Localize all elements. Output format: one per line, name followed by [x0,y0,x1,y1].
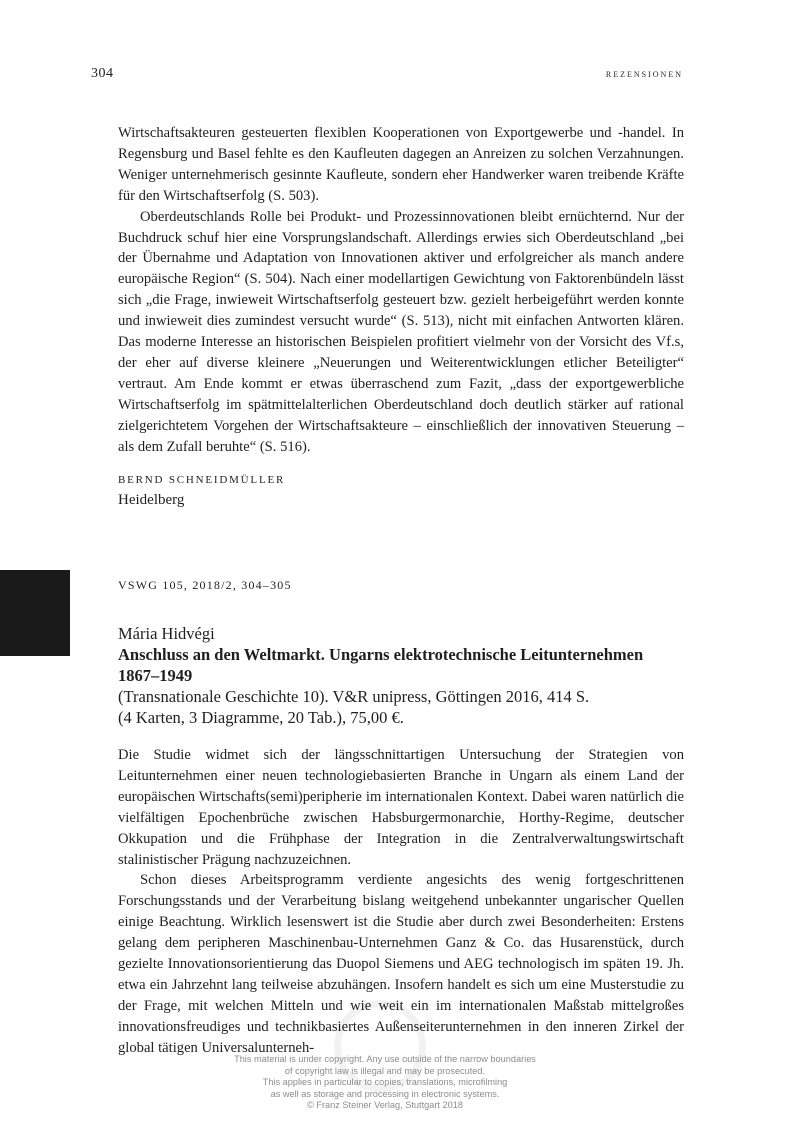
copyright-line: This material is under copyright. Any use outside of the narrow boundaries [234,1054,536,1064]
copyright-line: of copyright law is illegal and may be prosecuted. [284,1065,486,1076]
reviewer-city: Heidelberg [118,492,185,508]
book-title: Anschluss an den Weltmarkt. Ungarns elektrotechnische Leitunternehmen 1867–1949 [118,645,644,685]
running-header [91,66,683,86]
book-author: Mária Hidvégi [118,624,215,643]
review-1-body [118,123,684,458]
book-details: (Transnationale Geschichte 10). V&R unipress, Göttingen 2016, 414 S. [118,687,590,706]
copyright-line: This applies in particular to copies, translations, microfilming [262,1077,508,1088]
copyright-line: as well as storage and processing in electronic systems. [270,1088,500,1099]
reviewer-name: BERND SCHNEIDMÜLLER [118,474,286,486]
section-marker-bar [0,570,70,656]
review-2-paragraph: Die Studie widmet sich der längsschnittartigen Untersuchung der Strategien von Leitunternehmen einer neuen technologiebasierten Branche in Ungarn als einem Land der europäischen Wirtschafts(semi)peripherie im internationalen Kontext. Dabei waren natürlich die vielfältigen Epochenbrüche zwischen Habsburgermonarchie, Horthy-Regime, deutscher Okkupation und die Frühphase der Integration in die Zentralverwaltungswirtschaft stalinistischer Prägung nachzuzeichnen. [118,747,684,868]
book-bibliography [118,623,684,728]
review-2-paragraph: Schon dieses Arbeitsprogramm verdiente angesichts des wenig fortgeschrittenen Forschungsstands und der Verarbeitung bislang weitgehend unbekannter ungarischer Quellen einige Beachtung. Wirklich lesenswert ist die Studie aber durch zwei Besonderheiten: Erstens gelang dem peripheren Maschinenbau-Unternehmen Ganz & Co. das Husarenstück, durch gezielte Innovationsorientierung das Duopol Siemens und AEG technologisch im späten 19. Jh. etwa ein Jahrzehnt lang teilweise abzuhängen. Insofern handelt es sich um eine Musterstudie zu der Frage, mit welchen Mitteln und wie weit ein im internationalen Maßstab mittelgroßes innovationsfreudiges und technikbasiertes Außenseiterunternehmen in den inneren Zirkel der global tätigen Universalunterneh- [118,872,684,1056]
section-title: rezensionen [605,66,683,80]
review-1-paragraph: Wirtschaftsakteuren gesteuerten flexiblen Kooperationen von Exportgewerbe und -handel. In Regensburg und Basel fehlte es den Kaufleuten dagegen an Anreizen zu solchen Verzahnungen. Weniger unternehmerisch gesinnte Kaufleute, sondern eher Handwerker waren treibende Kräfte für den Wirtschaftserfolg (S. 503). [118,125,684,204]
copyright-line: © Franz Steiner Verlag, Stuttgart 2018 [307,1100,463,1111]
journal-citation: VSWG 105, 2018/2, 304–305 [118,578,292,592]
review-1-paragraph: Oberdeutschlands Rolle bei Produkt- und Prozessinnovationen bleibt ernüchternd. Nur der Buchdruck schuf hier eine Vorsprungslandschaft. Allerdings erwies sich Oberdeutschland „bei der Übernahme und Adaptation von Innovationen aktiver und erfolgreicher als manch andere europäische Region“ (S. 504). Nach einer modellartigen Gewichtung von Faktorenbündeln lässt sich „die Frage, inwieweit Wirtschaftserfolg gesteuert bzw. gezielt herbeigeführt werden konnte und inwieweit dies zumindest versucht wurde“ (S. 513), nicht mit einfachen Antworten klären. Das moderne Interesse an historischen Beispielen profitiert vielmehr von der Vorsicht des Vf.s, der eher auf diverse kleinere „Neuerungen und Weiterentwicklungen etlicher Beteiligter“ vertraut. Am Ende kommt er etwas überraschend zum Fazit, „dass der exportgewerbliche Wirtschaftserfolg im spätmittelalterlichen Oberdeutschland doch deutlich stärker auf rational zielgerichtetem Vorgehen der Wirtschaftsakteure – einschließlich der innovativen Steuerung – als dem Zufall beruhte“ (S. 516). [118,208,684,455]
book-details: (4 Karten, 3 Diagramme, 20 Tab.), 75,00 €. [118,708,404,727]
page-number: 304 [91,66,114,81]
copyright-notice [0,1054,770,1112]
